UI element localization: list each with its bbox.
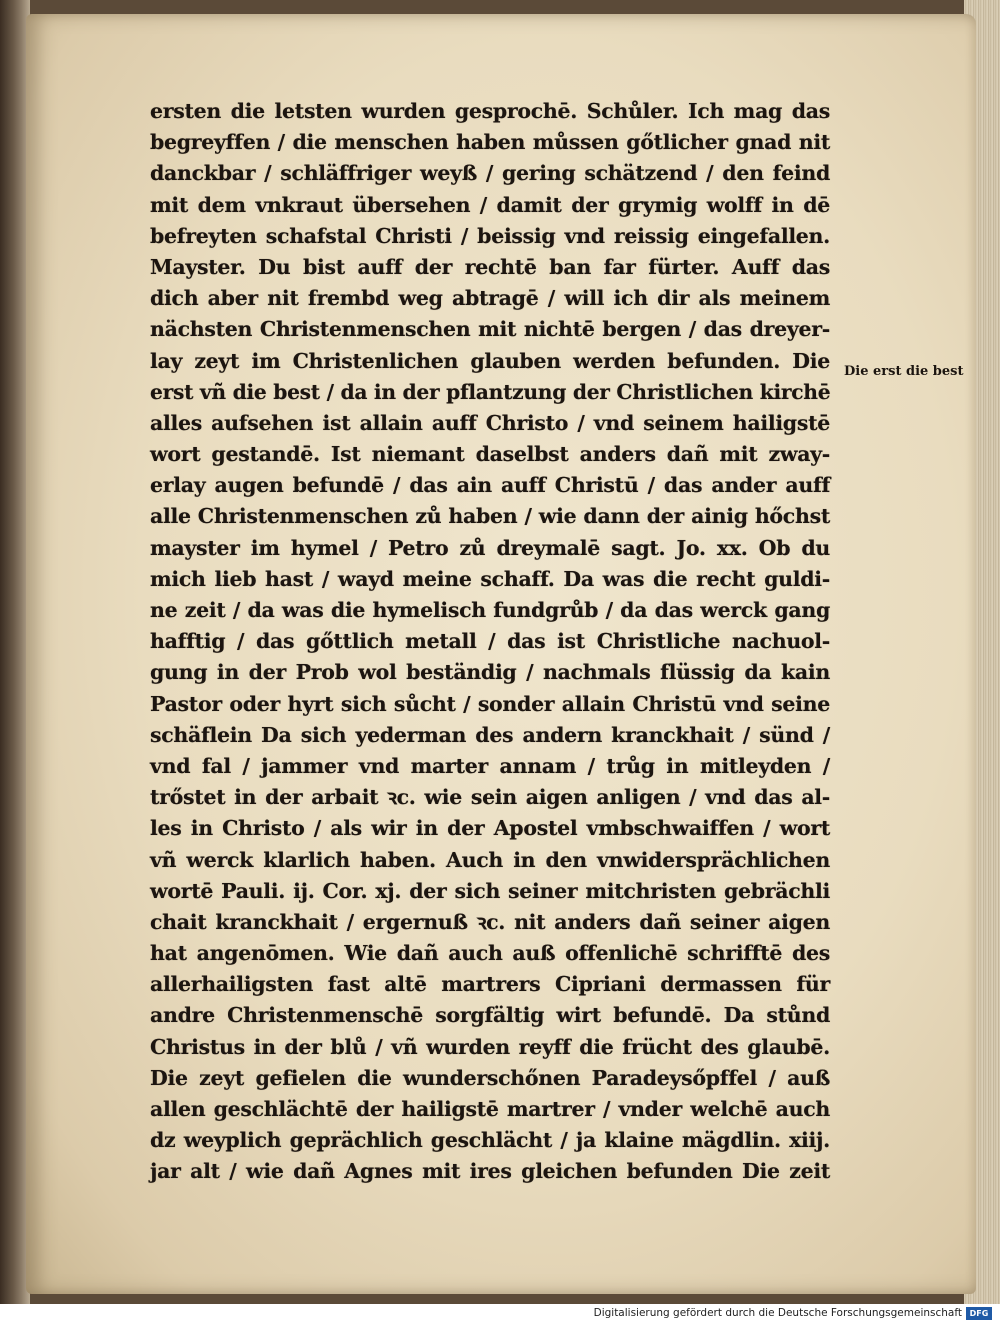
text-line: schäflein Da sich yederman des andern kranckhait / sünd /: [150, 722, 830, 747]
text-line: erst vñ die best / da in der pflantzung der Christlichen kirchē: [150, 379, 831, 404]
text-line: befreyten schafstal Christi / beissig vnd reissig eingefallen.: [150, 223, 830, 248]
text-line: mich lieb hast / wayd meine schaff. Da was die recht guldi-: [150, 566, 830, 591]
text-line: gung in der Prob wol beständig / nachmals flüssig da kain: [150, 660, 830, 685]
text-line: ersten die letsten wurden gesprochē. Schůler. Ich mag das: [150, 99, 830, 123]
text-line: mayster im hymel / Petro zů dreymalē sagt. Jo. xx. Ob du: [150, 535, 830, 560]
text-line: mit dem vnkraut übersehen / damit der grymig wolff in dē: [150, 192, 830, 217]
text-line: andre Christenmenschē sorgfältig wirt befundē. Da stůnd: [150, 1003, 830, 1028]
dfg-logo: DFG: [966, 1307, 992, 1320]
dfg-credit-text: Digitalisierung gefördert durch die Deutsche Forschungsgemeinschaft: [593, 1307, 962, 1319]
text-line: dich aber nit frembd weg abtragē / will ich dir als meinem: [150, 286, 830, 311]
text-line: vnd fal / jammer vnd marter annam / trůg in mitleyden /: [150, 753, 830, 778]
text-line: erlay augen befundē / das ain auff Christū / das ander auff: [150, 473, 830, 498]
main-text-block: [150, 96, 830, 1188]
text-line: hat angenōmen. Wie dañ auch auß offenlichē schrifftē des: [150, 941, 830, 966]
text-line: chait kranckhait / ergernuß ꝛc. nit anders dañ seiner aigen: [150, 909, 830, 934]
text-line: alle Christenmenschen zů haben / wie dann der ainig hőchst: [150, 504, 830, 529]
text-line: alles aufsehen ist allain auff Christo / vnd seinem hailigstē: [150, 410, 830, 435]
text-line: wort gestandē. Ist niemant daselbst anders dañ mit zway-: [150, 442, 830, 467]
text-line: Pastor oder hyrt sich sůcht / sonder allain Christū vnd seine: [150, 691, 830, 716]
marginal-note: Die erst die best: [844, 364, 964, 379]
text-line: Mayster. Du bist auff der rechtē ban far fürter. Auff das: [150, 254, 830, 279]
text-line: hafftig / das gőttlich metall / das ist Christliche nachuol-: [150, 629, 830, 654]
book-page: [26, 14, 976, 1294]
text-line: wortē Pauli. ij. Cor. xj. der sich seiner mitchristen gebrächli: [150, 878, 830, 903]
text-line: les in Christo / als wir in der Apostel vmbschwaiffen / wort: [150, 816, 830, 841]
text-line: dz weyplich geprächlich geschlächt / ja klaine mägdlin. xiij.: [150, 1128, 830, 1153]
text-line: begreyffen / die menschen haben můssen gőtlicher gnad nit: [150, 130, 830, 155]
text-line: nächsten Christenmenschen mit nichtē bergen / das dreyer-: [150, 317, 830, 342]
text-line: vñ werck klarlich haben. Auch in den vnwidersprächlichen: [150, 847, 830, 872]
text-line: Die zeyt gefielen die wunderschőnen Paradeysőpffel / auß: [150, 1065, 830, 1090]
text-line: allen geschlächtē der hailigstē martrer / vnder welchē auch: [150, 1097, 830, 1121]
credit-bar: [0, 1304, 1000, 1324]
text-line: allerhailigsten fast altē martrers Cipriani dermassen für: [150, 972, 830, 997]
text-line: ne zeit / da was die hymelisch fundgrůb / da das werck gang: [150, 598, 830, 622]
text-line: Christus in der blů / vñ wurden reyff die frücht des glaubē.: [150, 1034, 830, 1059]
text-line: trőstet in der arbait ꝛc. wie sein aigen anligen / vnd das al-: [150, 785, 830, 810]
text-line: lay zeyt im Christenlichen glauben werden befunden. Die: [150, 348, 830, 373]
text-line: danckbar / schläffriger weyß / gering schätzend / den feind: [150, 161, 830, 186]
text-line: jar alt / wie dañ Agnes mit ires gleichen befunden Die zeit: [150, 1159, 830, 1184]
